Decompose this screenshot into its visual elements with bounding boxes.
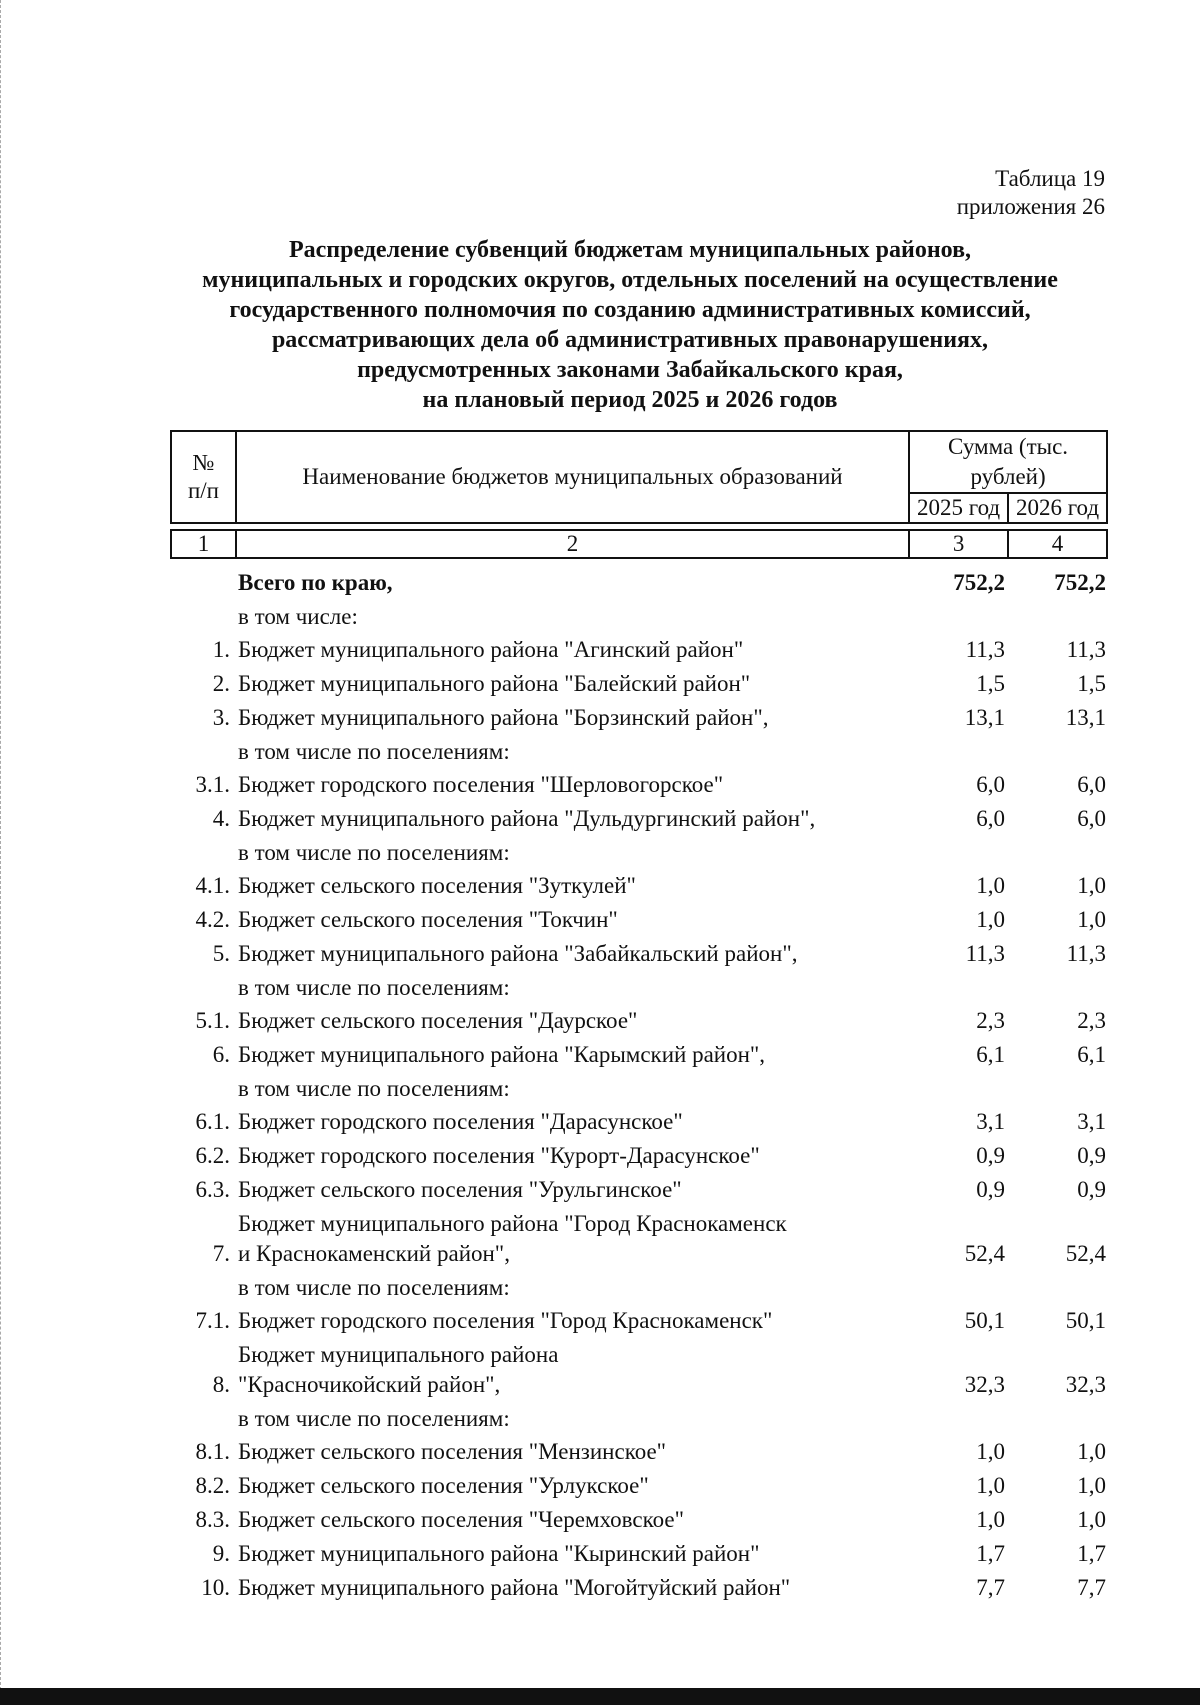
index-cell: 3 (909, 530, 1008, 558)
table-number: Таблица 19 (995, 166, 1105, 191)
subheading-row (170, 1402, 1108, 1435)
row-name-line: Бюджет муниципального района (238, 1342, 559, 1367)
table-row (170, 633, 1108, 667)
value-2025: 1,0 (976, 907, 1005, 932)
value-2026: 52,4 (1065, 1241, 1106, 1266)
row-number: 9. (212, 1541, 230, 1566)
row-name: Бюджет муниципального района "Балейский район" (238, 671, 751, 696)
header-2026-column: 2026 год (1008, 493, 1107, 523)
table-row (170, 1173, 1108, 1207)
value-2025: 7,7 (976, 1575, 1005, 1600)
row-number: 8.1. (195, 1439, 230, 1464)
row-name: Бюджет муниципального района "Забайкальский район", (238, 941, 798, 966)
title-line: муниципальных и городских округов, отдельных поселений на осуществление (202, 267, 1058, 293)
value-2026: 3,1 (1077, 1109, 1106, 1134)
title-line: государственного полномочия по созданию административных комиссий, (229, 297, 1031, 323)
title-line: на плановый период 2025 и 2026 годов (422, 387, 838, 413)
subheading-row (170, 836, 1108, 869)
value-2025: 6,1 (976, 1042, 1005, 1067)
row-name: Бюджет городского поселения "Город Краснокаменск" (238, 1308, 773, 1333)
row-number: 10. (201, 1575, 230, 1600)
table-row (170, 1435, 1108, 1469)
row-name: Бюджет сельского поселения "Урульгинское" (238, 1177, 682, 1202)
table-row (170, 1571, 1108, 1605)
row-number: 6.2. (195, 1143, 230, 1168)
title-line: рассматривающих дела об административных правонарушениях, (271, 327, 989, 353)
table-row (170, 1105, 1108, 1139)
row-number: 6.1. (195, 1109, 230, 1134)
row-number: 8. (212, 1372, 230, 1397)
value-2026: 1,0 (1077, 1507, 1106, 1532)
table-header (170, 430, 1108, 559)
value-2025: 1,0 (976, 873, 1005, 898)
value-2025: 1,5 (976, 671, 1005, 696)
subheading-row (170, 735, 1108, 768)
header-sum-column: Сумма (тыс. рублей) (909, 431, 1107, 493)
including-row (170, 600, 1108, 633)
row-number: 5.1. (195, 1008, 230, 1033)
including-label: в том числе: (238, 604, 358, 629)
row-name: Бюджет сельского поселения "Зуткулей" (238, 873, 636, 898)
row-number: 3. (212, 705, 230, 730)
table-row (170, 869, 1108, 903)
value-2026: 13,1 (1065, 705, 1106, 730)
value-2026: 1,0 (1077, 1473, 1106, 1498)
value-2026: 1,5 (1077, 671, 1106, 696)
value-2025: 6,0 (976, 772, 1005, 797)
row-number: 4. (212, 806, 230, 831)
row-name: в том числе по поселениям: (238, 739, 510, 764)
table-row (170, 1503, 1108, 1537)
table-reference (957, 165, 1105, 221)
value-2025: 2,3 (976, 1008, 1005, 1033)
value-2026: 6,0 (1077, 772, 1106, 797)
value-2026: 1,0 (1077, 873, 1106, 898)
row-number: 5. (212, 941, 230, 966)
row-name (238, 1209, 787, 1269)
header-2025-column: 2025 год (909, 493, 1008, 523)
value-2026: 32,3 (1065, 1372, 1106, 1397)
row-name: Бюджет сельского поселения "Урлукское" (238, 1473, 649, 1498)
title-line: Распределение субвенций бюджетам муниципальных районов, (288, 237, 972, 263)
row-name: в том числе по поселениям: (238, 975, 510, 1000)
value-2025: 3,1 (976, 1109, 1005, 1134)
row-name: Бюджет городского поселения "Дарасунское" (238, 1109, 683, 1134)
subheading-row (170, 971, 1108, 1004)
row-name: в том числе по поселениям: (238, 1406, 510, 1431)
value-2025: 1,0 (976, 1473, 1005, 1498)
value-2025: 1,0 (976, 1507, 1005, 1532)
value-2025: 1,0 (976, 1439, 1005, 1464)
row-name: Бюджет муниципального района "Агинский район" (238, 637, 744, 662)
title-line: предусмотренных законами Забайкальского края, (357, 357, 903, 383)
row-name: в том числе по поселениям: (238, 840, 510, 865)
scan-bottom-edge (0, 1688, 1200, 1705)
row-number: 7.1. (195, 1308, 230, 1333)
table-row (170, 768, 1108, 802)
value-2025: 6,0 (976, 806, 1005, 831)
value-2025: 0,9 (976, 1143, 1005, 1168)
row-number: 1. (212, 637, 230, 662)
row-number: 8.3. (195, 1507, 230, 1532)
value-2026: 7,7 (1077, 1575, 1106, 1600)
value-2026: 1,0 (1077, 1439, 1106, 1464)
row-name: Бюджет сельского поселения "Даурское" (238, 1008, 638, 1033)
total-label: Всего по краю, (238, 570, 393, 595)
table-row (170, 937, 1108, 971)
header-name-column: Наименование бюджетов муниципальных образований (236, 431, 909, 523)
row-number: 4.1. (195, 873, 230, 898)
value-2025: 1,7 (976, 1541, 1005, 1566)
value-2026: 1,7 (1077, 1541, 1106, 1566)
value-2025: 11,3 (965, 941, 1005, 966)
row-name: Бюджет городского поселения "Шерловогорское" (238, 772, 724, 797)
value-2026: 2,3 (1077, 1008, 1106, 1033)
table-row (170, 1207, 1108, 1271)
row-name: Бюджет муниципального района "Карымский район", (238, 1042, 766, 1067)
row-number: 8.2. (195, 1473, 230, 1498)
row-name: Бюджет муниципального района "Борзинский район", (238, 705, 769, 730)
index-cell: 2 (236, 530, 909, 558)
appendix-number: приложения 26 (956, 194, 1105, 219)
total-2025: 752,2 (953, 570, 1005, 595)
row-number: 6.3. (195, 1177, 230, 1202)
row-name: Бюджет муниципального района "Кыринский район" (238, 1541, 760, 1566)
row-name (238, 1340, 558, 1400)
value-2025: 11,3 (965, 637, 1005, 662)
document-title (150, 235, 1110, 415)
table-row (170, 1338, 1108, 1402)
row-name: в том числе по поселениям: (238, 1076, 510, 1101)
table-row (170, 1139, 1108, 1173)
row-name-line: и Краснокаменский район", (238, 1241, 510, 1266)
row-name: Бюджет сельского поселения "Черемховское" (238, 1507, 684, 1532)
row-number: 7. (212, 1241, 230, 1266)
value-2025: 50,1 (964, 1308, 1005, 1333)
value-2026: 11,3 (1066, 941, 1106, 966)
table-row (170, 1004, 1108, 1038)
header-number-column: № п/п (171, 431, 236, 523)
row-name-line: "Красночикойский район", (238, 1372, 501, 1397)
value-2026: 6,1 (1077, 1042, 1106, 1067)
row-number: 2. (212, 671, 230, 696)
table-row (170, 1304, 1108, 1338)
value-2026: 6,0 (1077, 806, 1106, 831)
index-cell: 4 (1008, 530, 1107, 558)
row-number: 6. (212, 1042, 230, 1067)
row-name: Бюджет муниципального района "Могойтуйский район" (238, 1575, 791, 1600)
table-row (170, 802, 1108, 836)
total-2026: 752,2 (1054, 570, 1106, 595)
row-name-line: Бюджет муниципального района "Город Краснокаменск (238, 1211, 787, 1236)
row-name: Бюджет муниципального района "Дульдургинский район", (238, 806, 816, 831)
row-number: 4.2. (195, 907, 230, 932)
subheading-row (170, 1072, 1108, 1105)
total-row (170, 566, 1108, 600)
index-cell: 1 (171, 530, 236, 558)
subheading-row (170, 1271, 1108, 1304)
table-row (170, 1537, 1108, 1571)
value-2025: 13,1 (964, 705, 1005, 730)
table-row (170, 1469, 1108, 1503)
value-2026: 11,3 (1066, 637, 1106, 662)
value-2025: 52,4 (964, 1241, 1005, 1266)
value-2026: 0,9 (1077, 1143, 1106, 1168)
row-number: 3.1. (195, 772, 230, 797)
table-row (170, 667, 1108, 701)
table-body (170, 566, 1108, 1605)
row-name: Бюджет сельского поселения "Мензинское" (238, 1439, 667, 1464)
table-row (170, 903, 1108, 937)
value-2026: 50,1 (1065, 1308, 1106, 1333)
row-name: Бюджет городского поселения "Курорт-Дарасунское" (238, 1143, 760, 1168)
row-name: Бюджет сельского поселения "Токчин" (238, 907, 618, 932)
table-row (170, 701, 1108, 735)
value-2025: 0,9 (976, 1177, 1005, 1202)
table-row (170, 1038, 1108, 1072)
value-2026: 1,0 (1077, 907, 1106, 932)
row-container (170, 633, 1108, 1605)
value-2026: 0,9 (1077, 1177, 1106, 1202)
value-2025: 32,3 (964, 1372, 1005, 1397)
row-name: в том числе по поселениям: (238, 1275, 510, 1300)
page-edge (0, 0, 5, 1705)
